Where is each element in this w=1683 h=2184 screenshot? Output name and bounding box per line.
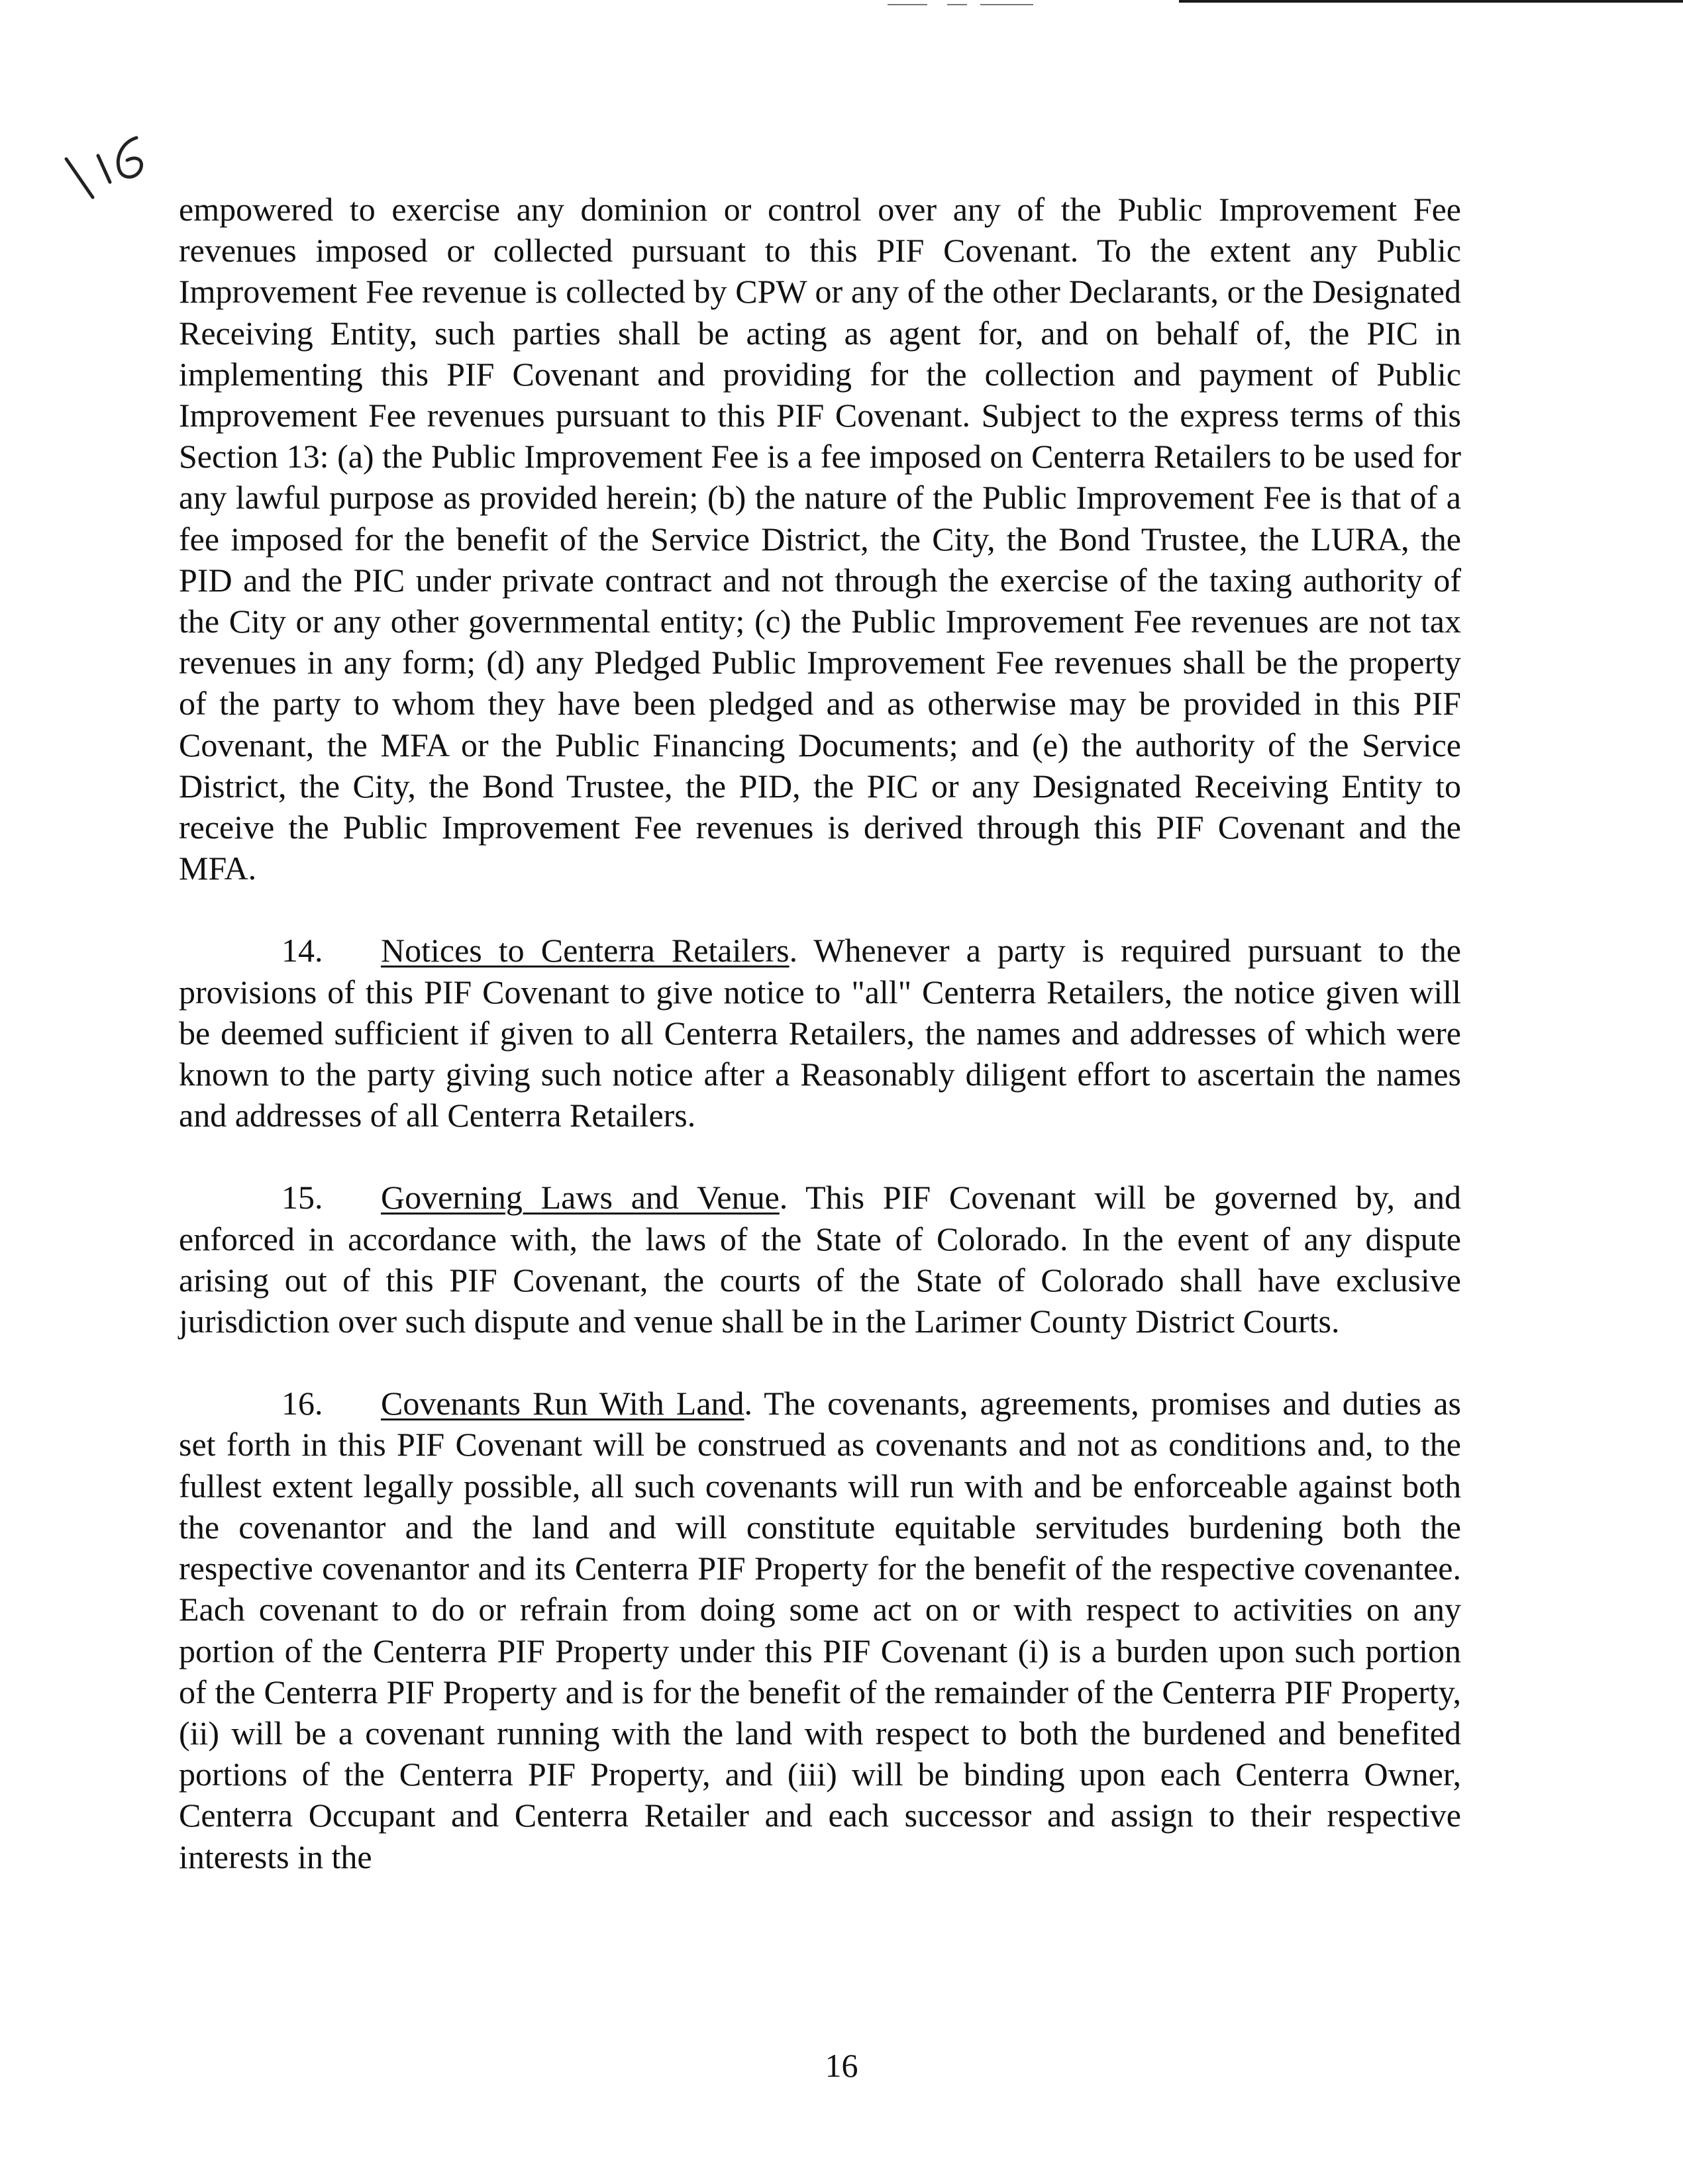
section-heading: Notices to Centerra Retailers (381, 932, 790, 969)
section-body: . This PIF Covenant will be governed by, and enforced in accordance with, the laws of the State of Colorado. In the event of any dispute arising out of this PIF Covenant, the courts of the State of Colorado shall have exclusive jurisdiction over such dispute and venue shall be in the Larimer County District Courts. (179, 1179, 1461, 1340)
handwritten-page-mark (58, 119, 158, 219)
section-body: . Whenever a party is required pursuant to the provisions of this PIF Covenant to give notice to "all" Centerra Retailers, the notice given will be deemed sufficient if given to all Centerra Retailers, the names and addresses of which were known to the party giving such notice after a Reasonably diligent effort to ascertain the names and addresses of all Centerra Retailers. (179, 932, 1461, 1134)
section-heading: Governing Laws and Venue (381, 1179, 780, 1216)
document-body (179, 189, 1461, 1877)
scan-artifact-mark (980, 4, 1033, 5)
section-paragraph-16 (179, 1383, 1461, 1877)
continuation-paragraph: empowered to exercise any dominion or control over any of the Public Improvement Fee revenues imposed or collected pursuant to this PIF Covenant. To the extent any Public Improvement Fee revenue is collected by CPW or any of the other Declarants, or the Designated Receiving Entity, such parties shall be acting as agent for, and on behalf of, the PIC in implementing this PIF Covenant and providing for the collection and payment of Public Improvement Fee revenues pursuant to this PIF Covenant. Subject to the express terms of this Section 13: (a) the Public Improvement Fee is a fee imposed on Centerra Retailers to be used for any lawful purpose as provided herein; (b) the nature of the Public Improvement Fee is that of a fee imposed for the benefit of the Service District, the City, the Bond Trustee, the LURA, the PID and the PIC under private contract and not through the exercise of the taxing authority of the City or any other governmental entity; (c) the Public Improvement Fee revenues are not tax revenues in any form; (d) any Pledged Public Improvement Fee revenues shall be the property of the party to whom they have been pledged and as otherwise may be provided in this PIF Covenant, the MFA or the Public Financing Documents; and (e) the authority of the Service District, the City, the Bond Trustee, the PID, the PIC or any Designated Receiving Entity to receive the Public Improvement Fee revenues is derived through this PIF Covenant and the MFA. (179, 191, 1461, 887)
section-paragraph-14 (179, 930, 1461, 1136)
section-heading: Covenants Run With Land (381, 1385, 744, 1422)
page-number: 16 (825, 2047, 858, 2084)
scan-artifact-mark (947, 4, 967, 5)
handwritten-stroke (66, 159, 93, 197)
section-paragraph-15 (179, 1177, 1461, 1342)
section-number: 16. (281, 1385, 323, 1422)
handwritten-stroke (118, 138, 141, 177)
section-body: . The covenants, agreements, promises and duties as set forth in this PIF Covenant will be construed as covenants and not as conditions and, to the fullest extent legally possible, all such covenants will run with and be enforceable against both the covenantor and the land and will constitute equitable servitudes burdening both the respective covenantor and its Centerra PIF Property for the benefit of the respective covenantee. Each covenant to do or refrain from doing some act on or with respect to activities on any portion of the Centerra PIF Property under this PIF Covenant (i) is a burden upon such portion of the Centerra PIF Property and is for the benefit of the remainder of the Centerra PIF Property, (ii) will be a covenant running with the land with respect to both the burdened and benefited portions of the Centerra PIF Property, and (iii) will be binding upon each Centerra Owner, Centerra Occupant and Centerra Retailer and each successor and assign to their respective interests in the (179, 1385, 1461, 1875)
scan-top-rule (1179, 0, 1683, 3)
section-number: 15. (281, 1179, 323, 1216)
scan-artifact-mark (888, 4, 927, 5)
section-number: 14. (281, 932, 323, 969)
handwritten-stroke (98, 156, 110, 182)
